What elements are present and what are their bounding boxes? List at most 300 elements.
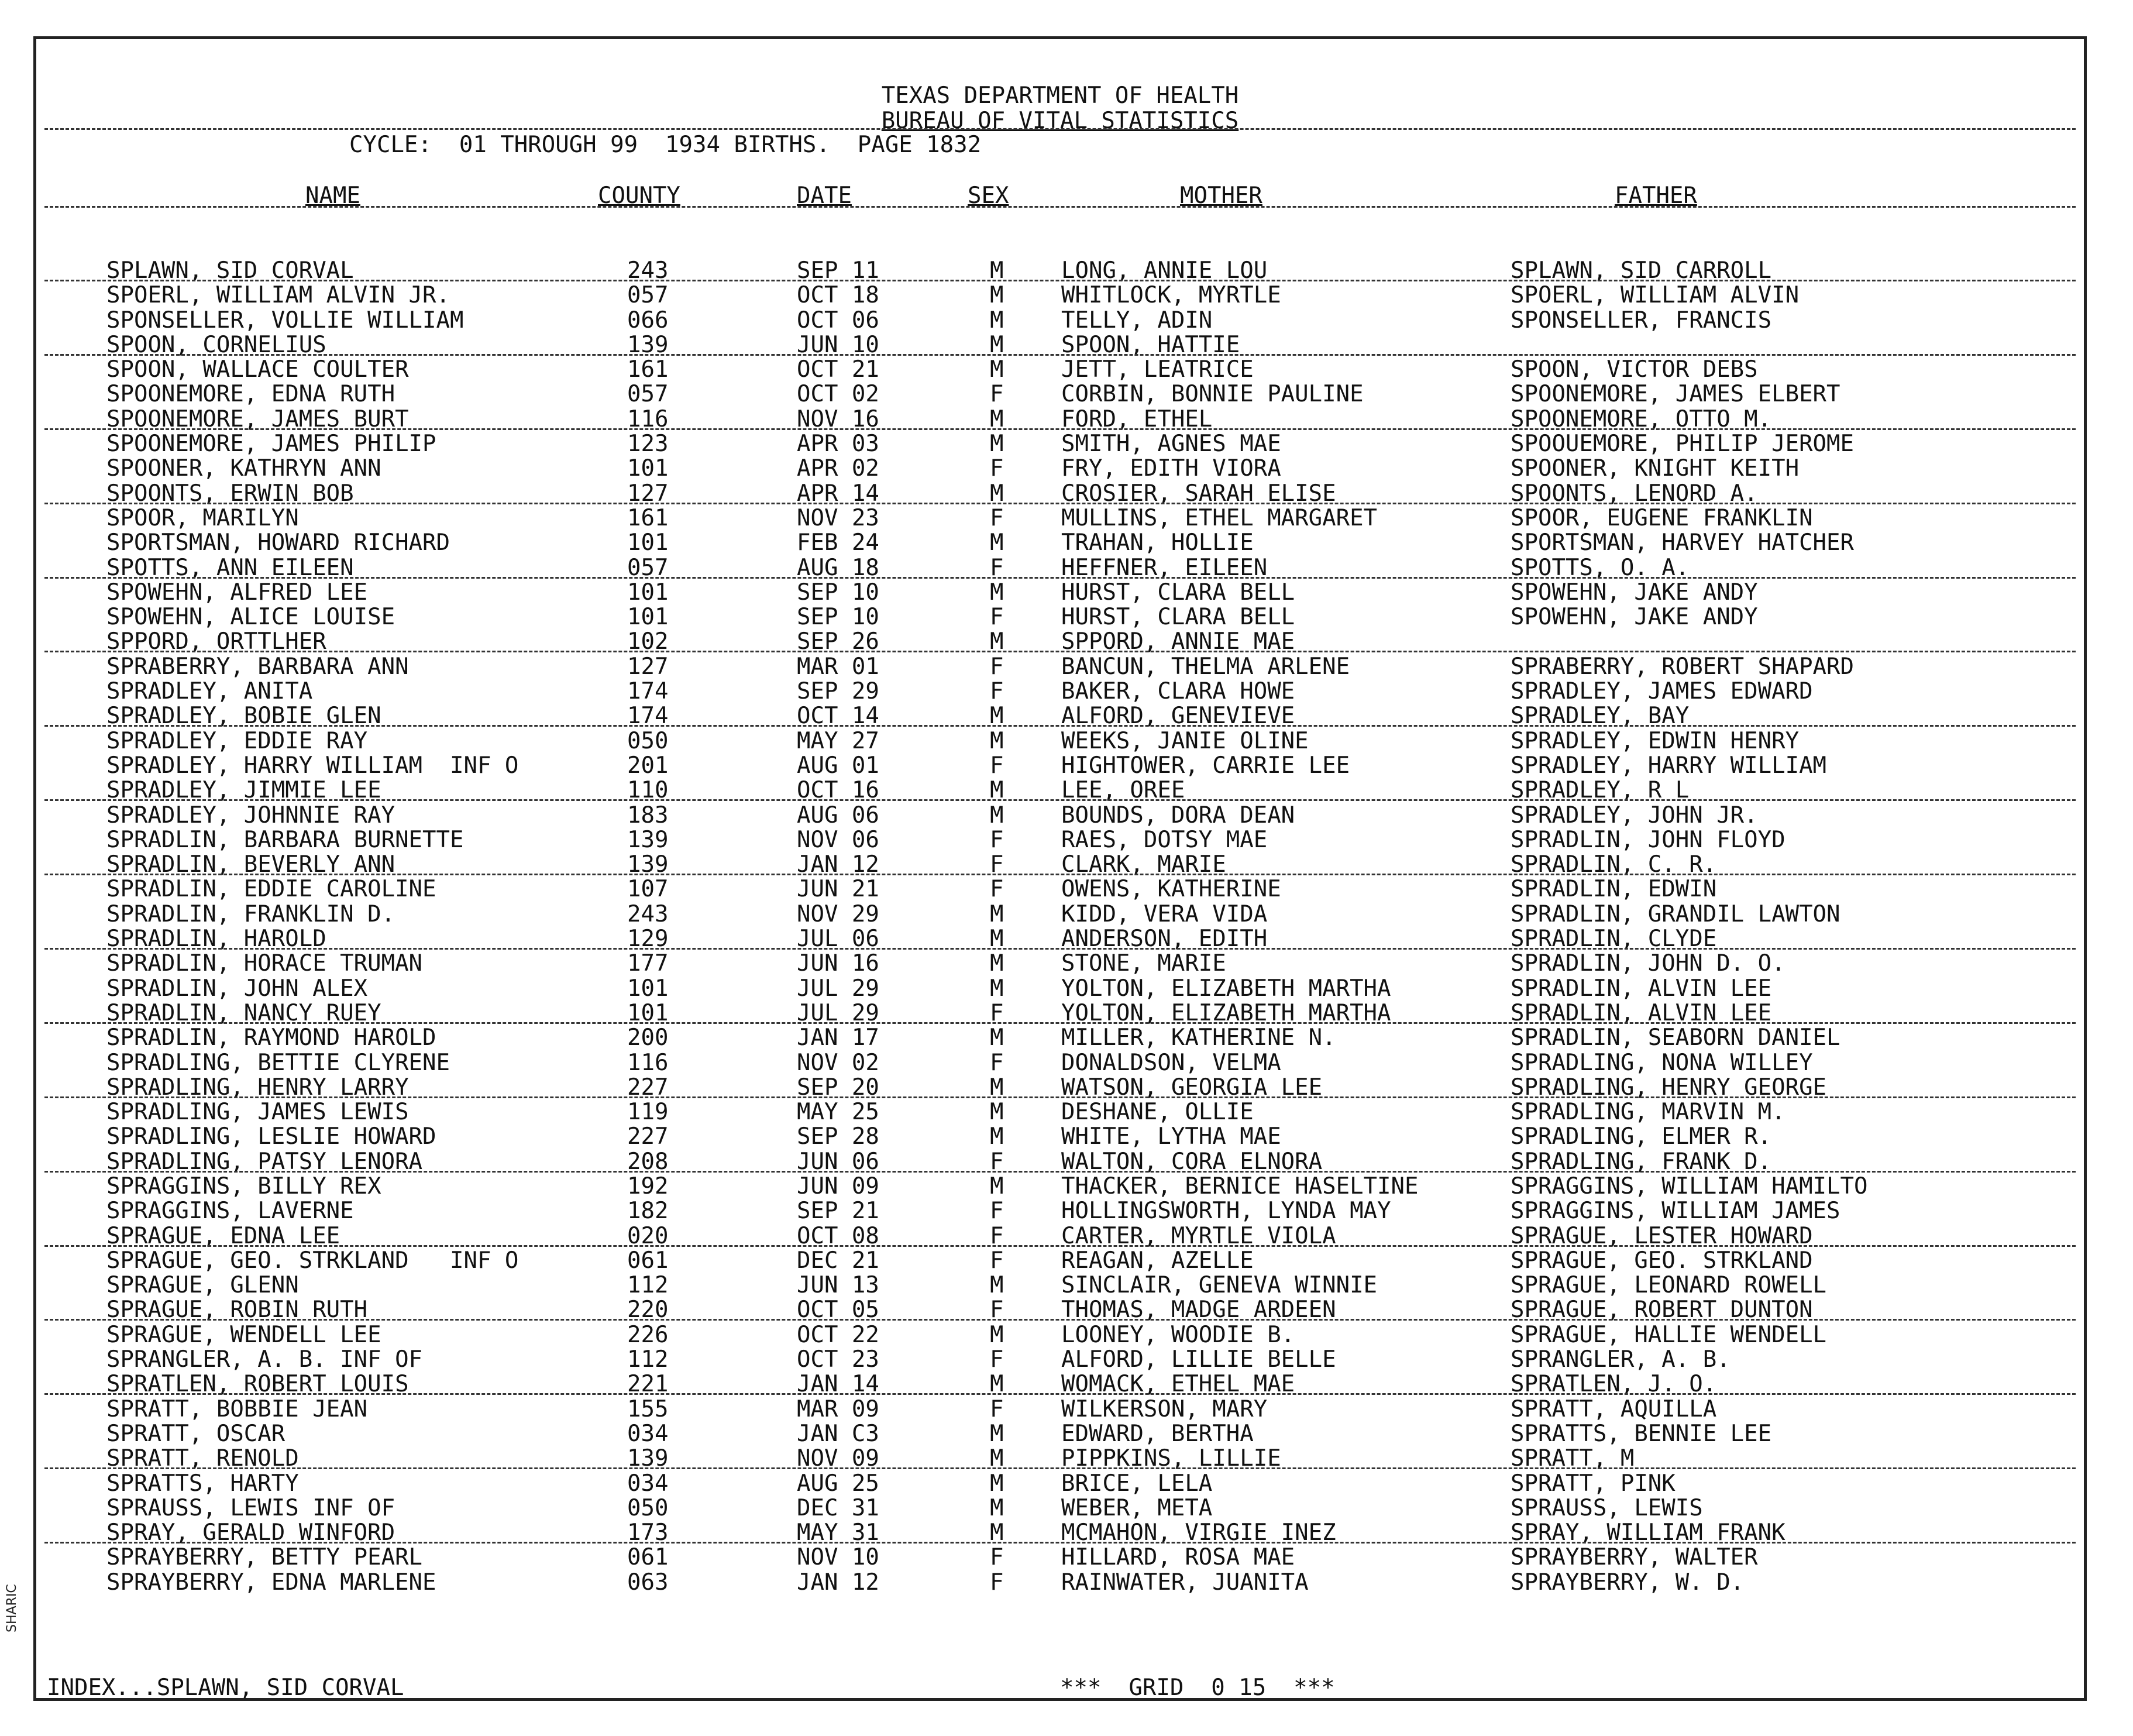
table-row — [36, 1347, 2084, 1372]
cell-mother: MILLER, KATHERINE N. — [1061, 1025, 1336, 1051]
cell-father: SPOOUEMORE, PHILIP JEROME — [1511, 431, 1854, 458]
cell-sex: M — [990, 331, 1004, 358]
cell-date: JAN 12 — [797, 851, 879, 878]
table-row — [36, 1298, 2084, 1322]
table-row — [36, 977, 2084, 1001]
cell-mother: TELLY, ADIN — [1061, 307, 1213, 334]
cell-county: 057 — [627, 554, 669, 581]
cell-father: SPRATT, M — [1511, 1445, 1635, 1472]
cell-county: 116 — [627, 1049, 669, 1076]
cell-sex: F — [990, 1395, 1004, 1422]
cell-sex: M — [990, 356, 1004, 383]
cell-county: 227 — [627, 1074, 669, 1101]
table-row — [36, 1273, 2084, 1298]
cell-sex: F — [990, 554, 1004, 581]
cell-sex: M — [990, 1099, 1004, 1126]
cell-name: SPOONTS, ERWIN BOB — [106, 480, 354, 507]
cell-father: SPRADLING, HENRY GEORGE — [1511, 1074, 1827, 1101]
cell-mother: WOMACK, ETHEL MAE — [1061, 1371, 1295, 1398]
cell-mother: FORD, ETHEL — [1061, 405, 1213, 432]
cell-mother: CROSIER, SARAH ELISE — [1061, 480, 1336, 507]
cell-father: SPONSELLER, FRANCIS — [1511, 307, 1772, 334]
cell-name: SPONSELLER, VOLLIE WILLIAM — [106, 307, 464, 334]
cell-mother: HIGHTOWER, CARRIE LEE — [1061, 752, 1350, 779]
cell-name: SPOONEMORE, EDNA RUTH — [106, 381, 395, 408]
cell-father: SPOONTS, LENORD A. — [1511, 480, 1758, 507]
table-row — [36, 852, 2084, 877]
cell-sex: M — [990, 1173, 1004, 1199]
cell-county: 139 — [627, 331, 669, 358]
cell-mother: SPOON, HATTIE — [1061, 331, 1240, 358]
cell-date: OCT 22 — [797, 1321, 879, 1348]
cell-mother: JETT, LEATRICE — [1061, 356, 1254, 383]
cell-mother: TRAHAN, HOLLIE — [1061, 530, 1254, 556]
cell-name: SPRAGUE, WENDELL LEE — [106, 1321, 381, 1348]
table-row — [36, 1100, 2084, 1125]
cell-date: NOV 06 — [797, 826, 879, 853]
cell-name: SPPORD, ORTTLHER — [106, 628, 326, 655]
cell-mother: DESHANE, OLLIE — [1061, 1099, 1254, 1126]
cell-county: 127 — [627, 653, 669, 680]
cell-mother: MCMAHON, VIRGIE INEZ — [1061, 1520, 1336, 1546]
cell-father: SPRADLEY, R L — [1511, 777, 1690, 804]
table-row — [36, 1075, 2084, 1100]
cell-sex: M — [990, 1371, 1004, 1398]
cell-sex: M — [990, 628, 1004, 655]
cell-name: SPRADLIN, HAROLD — [106, 926, 326, 953]
cell-date: SEP 26 — [797, 628, 879, 655]
table-row — [36, 382, 2084, 407]
cell-mother: FRY, EDITH VIORA — [1061, 455, 1281, 482]
table-row — [36, 1496, 2084, 1521]
table-row — [36, 556, 2084, 580]
cell-county: 200 — [627, 1025, 669, 1051]
cell-county: 101 — [627, 455, 669, 482]
cell-name: SPRADLING, JAMES LEWIS — [106, 1099, 409, 1126]
cell-name: SPRADLIN, NANCY RUEY — [106, 999, 381, 1026]
cell-county: 101 — [627, 579, 669, 606]
cell-date: NOV 09 — [797, 1445, 879, 1472]
cell-name: SPLAWN, SID CORVAL — [106, 257, 354, 284]
cell-name: SPOWEHN, ALICE LOUISE — [106, 604, 395, 631]
cell-county: 101 — [627, 604, 669, 631]
cell-name: SPRADLIN, BEVERLY ANN — [106, 851, 395, 878]
column-header-father: FATHER — [1615, 183, 1697, 209]
cell-sex: M — [990, 480, 1004, 507]
cell-mother: EDWARD, BERTHA — [1061, 1420, 1254, 1447]
cell-date: SEP 21 — [797, 1198, 879, 1225]
cell-mother: LOONEY, WOODIE B. — [1061, 1321, 1295, 1348]
cell-father: SPRABERRY, ROBERT SHAPARD — [1511, 653, 1854, 680]
cell-father: SPRADLIN, GRANDIL LAWTON — [1511, 900, 1840, 927]
table-row — [36, 531, 2084, 555]
side-mark: SHARIC — [5, 1584, 19, 1632]
table-row — [36, 655, 2084, 679]
cell-date: SEP 10 — [797, 579, 879, 606]
cell-county: 226 — [627, 1321, 669, 1348]
cell-father: SPRADLIN, JOHN D. O. — [1511, 950, 1785, 977]
cell-county: 221 — [627, 1371, 669, 1398]
cell-father: SPRADLING, ELMER R. — [1511, 1123, 1772, 1150]
cell-county: 208 — [627, 1148, 669, 1175]
cell-sex: F — [990, 504, 1004, 531]
cell-county: 101 — [627, 530, 669, 556]
cell-father: SPRAYBERRY, WALTER — [1511, 1544, 1758, 1571]
cell-father: SPRAY, WILLIAM FRANK — [1511, 1520, 1785, 1546]
table-row — [36, 1224, 2084, 1249]
cell-mother: LONG, ANNIE LOU — [1061, 257, 1268, 284]
cell-name: SPOERL, WILLIAM ALVIN JR. — [106, 282, 450, 309]
cell-mother: CLARK, MARIE — [1061, 851, 1226, 878]
cell-father: SPORTSMAN, HARVEY HATCHER — [1511, 530, 1854, 556]
cell-county: 057 — [627, 282, 669, 309]
cell-county: 161 — [627, 504, 669, 531]
cell-name: SPRADLING, LESLIE HOWARD — [106, 1123, 436, 1150]
cell-name: SPOONEMORE, JAMES PHILIP — [106, 431, 436, 458]
cell-mother: BOUNDS, DORA DEAN — [1061, 802, 1295, 829]
table-row — [36, 283, 2084, 308]
cell-county: 139 — [627, 826, 669, 853]
cell-sex: F — [990, 1297, 1004, 1324]
cell-father: SPOERL, WILLIAM ALVIN — [1511, 282, 1800, 309]
cell-date: NOV 23 — [797, 504, 879, 531]
cell-county: 107 — [627, 876, 669, 903]
cell-sex: F — [990, 1247, 1004, 1274]
cell-father: SPRANGLER, A. B. — [1511, 1346, 1731, 1373]
cell-name: SPOONEMORE, JAMES BURT — [106, 405, 409, 432]
cell-county: 173 — [627, 1520, 669, 1546]
cell-name: SPRAY, GERALD WINFORD — [106, 1520, 395, 1546]
cell-sex: M — [990, 1074, 1004, 1101]
cell-name: SPOOR, MARILYN — [106, 504, 299, 531]
table-row — [36, 1372, 2084, 1397]
cell-mother: RAES, DOTSY MAE — [1061, 826, 1268, 853]
cell-county: 112 — [627, 1272, 669, 1299]
cell-date: AUG 01 — [797, 752, 879, 779]
cell-county: 129 — [627, 926, 669, 953]
cell-sex: M — [990, 926, 1004, 953]
cell-sex: M — [990, 1494, 1004, 1521]
cell-father: SPRADLING, NONA WILLEY — [1511, 1049, 1813, 1076]
cell-father: SPRATT, AQUILLA — [1511, 1395, 1717, 1422]
cell-sex: F — [990, 999, 1004, 1026]
cell-date: JUN 21 — [797, 876, 879, 903]
cell-sex: F — [990, 1569, 1004, 1596]
cell-date: APR 02 — [797, 455, 879, 482]
table-row — [36, 754, 2084, 778]
cell-name: SPRADLEY, HARRY WILLIAM INF O — [106, 752, 519, 779]
cell-sex: F — [990, 381, 1004, 408]
cell-name: SPRADLEY, JOHNNIE RAY — [106, 802, 395, 829]
cell-date: OCT 18 — [797, 282, 879, 309]
cell-date: JUL 29 — [797, 975, 879, 1002]
cell-date: AUG 06 — [797, 802, 879, 829]
cell-county: 110 — [627, 777, 669, 804]
cell-sex: M — [990, 777, 1004, 804]
cell-name: SPRADLEY, BOBIE GLEN — [106, 703, 381, 730]
cell-county: 034 — [627, 1470, 669, 1497]
cell-county: 057 — [627, 381, 669, 408]
cell-sex: F — [990, 1198, 1004, 1225]
cell-county: 192 — [627, 1173, 669, 1199]
cell-county: 063 — [627, 1569, 669, 1596]
cell-father: SPRADLIN, SEABORN DANIEL — [1511, 1025, 1840, 1051]
cell-name: SPRABERRY, BARBARA ANN — [106, 653, 409, 680]
cell-sex: M — [990, 1272, 1004, 1299]
cell-sex: M — [990, 1123, 1004, 1150]
agency-title: TEXAS DEPARTMENT OF HEALTH — [881, 82, 1239, 109]
cell-date: JUN 09 — [797, 1173, 879, 1199]
column-header-mother: MOTHER — [1180, 183, 1262, 209]
table-row — [36, 679, 2084, 704]
cell-mother: WATSON, GEORGIA LEE — [1061, 1074, 1323, 1101]
cell-father: SPRAGGINS, WILLIAM JAMES — [1511, 1198, 1840, 1225]
cell-sex: M — [990, 282, 1004, 309]
cell-mother: ALFORD, GENEVIEVE — [1061, 703, 1295, 730]
cell-name: SPOWEHN, ALFRED LEE — [106, 579, 368, 606]
cell-date: JUN 06 — [797, 1148, 879, 1175]
cell-father: SPRADLEY, BAY — [1511, 703, 1690, 730]
cell-sex: M — [990, 1321, 1004, 1348]
cycle-line: CYCLE: 01 THROUGH 99 1934 BIRTHS. PAGE 1832 — [349, 132, 982, 158]
cell-mother: BRICE, LELA — [1061, 1470, 1213, 1497]
table-row — [36, 729, 2084, 754]
table-row — [36, 1001, 2084, 1026]
cell-date: FEB 24 — [797, 530, 879, 556]
cell-date: JUL 06 — [797, 926, 879, 953]
cell-mother: KIDD, VERA VIDA — [1061, 900, 1268, 927]
cell-mother: SINCLAIR, GENEVA WINNIE — [1061, 1272, 1378, 1299]
cell-date: SEP 10 — [797, 604, 879, 631]
table-row — [36, 580, 2084, 605]
table-row — [36, 506, 2084, 531]
table-row — [36, 778, 2084, 803]
cell-county: 177 — [627, 950, 669, 977]
cell-date: SEP 11 — [797, 257, 879, 284]
cell-sex: F — [990, 604, 1004, 631]
cell-county: 139 — [627, 1445, 669, 1472]
cell-father: SPOONEMORE, JAMES ELBERT — [1511, 381, 1840, 408]
cell-father: SPRATT, PINK — [1511, 1470, 1676, 1497]
cell-name: SPOON, WALLACE COULTER — [106, 356, 409, 383]
cell-name: SPRAGUE, EDNA LEE — [106, 1222, 340, 1249]
cell-mother: MULLINS, ETHEL MARGARET — [1061, 504, 1378, 531]
bureau-title: BUREAU OF VITAL STATISTICS — [881, 108, 1239, 134]
cell-mother: CORBIN, BONNIE PAULINE — [1061, 381, 1364, 408]
cell-date: MAY 25 — [797, 1099, 879, 1126]
cell-date: OCT 23 — [797, 1346, 879, 1373]
cell-father: SPRAUSS, LEWIS — [1511, 1494, 1703, 1521]
cell-county: 123 — [627, 431, 669, 458]
table-row — [36, 927, 2084, 951]
cell-date: NOV 16 — [797, 405, 879, 432]
index-label: INDEX...SPLAWN, SID CORVAL — [47, 1675, 404, 1701]
cell-county: 155 — [627, 1395, 669, 1422]
cell-father: SPRADLEY, JOHN JR. — [1511, 802, 1758, 829]
cell-county: 061 — [627, 1544, 669, 1571]
column-header-divider — [44, 206, 2076, 208]
cell-sex: F — [990, 678, 1004, 705]
table-row — [36, 877, 2084, 902]
cell-father: SPRADLIN, ALVIN LEE — [1511, 975, 1772, 1002]
cell-mother: ANDERSON, EDITH — [1061, 926, 1268, 953]
cell-county: 127 — [627, 480, 669, 507]
cell-name: SPRADLING, BETTIE CLYRENE — [106, 1049, 450, 1076]
cell-name: SPRADLEY, ANITA — [106, 678, 313, 705]
cell-father: SPOWEHN, JAKE ANDY — [1511, 579, 1758, 606]
table-row — [36, 1397, 2084, 1422]
cell-sex: F — [990, 1544, 1004, 1571]
cell-date: OCT 08 — [797, 1222, 879, 1249]
cell-county: 174 — [627, 703, 669, 730]
cell-county: 119 — [627, 1099, 669, 1126]
cell-sex: F — [990, 826, 1004, 853]
header-divider — [44, 128, 2076, 130]
cell-sex: M — [990, 257, 1004, 284]
cell-mother: HILLARD, ROSA MAE — [1061, 1544, 1295, 1571]
cell-sex: F — [990, 653, 1004, 680]
cell-sex: F — [990, 1148, 1004, 1175]
column-header-name: NAME — [305, 183, 360, 209]
cell-mother: WILKERSON, MARY — [1061, 1395, 1268, 1422]
cell-father: SPRADLIN, EDWIN — [1511, 876, 1717, 903]
cell-father: SPRADLIN, JOHN FLOYD — [1511, 826, 1785, 853]
cell-county: 220 — [627, 1297, 669, 1324]
cell-date: JAN 14 — [797, 1371, 879, 1398]
cell-mother: WEEKS, JANIE OLINE — [1061, 727, 1309, 754]
cell-sex: M — [990, 950, 1004, 977]
cell-name: SPRADLIN, FRANKLIN D. — [106, 900, 395, 927]
cell-father: SPRATTS, BENNIE LEE — [1511, 1420, 1772, 1447]
cell-father: SPRADLIN, C. R. — [1511, 851, 1717, 878]
table-row — [36, 803, 2084, 828]
table-row — [36, 407, 2084, 432]
table-row — [36, 1125, 2084, 1149]
cell-name: SPRAGGINS, BILLY REX — [106, 1173, 381, 1199]
cell-name: SPRAYBERRY, EDNA MARLENE — [106, 1569, 436, 1596]
cell-date: SEP 20 — [797, 1074, 879, 1101]
cell-county: 243 — [627, 900, 669, 927]
cell-mother: OWENS, KATHERINE — [1061, 876, 1281, 903]
cell-sex: F — [990, 1222, 1004, 1249]
cell-mother: HEFFNER, EILEEN — [1061, 554, 1268, 581]
table-row — [36, 357, 2084, 382]
cell-name: SPRATLEN, ROBERT LOUIS — [106, 1371, 409, 1398]
cell-sex: M — [990, 727, 1004, 754]
cell-sex: F — [990, 1346, 1004, 1373]
cell-name: SPRAGGINS, LAVERNE — [106, 1198, 354, 1225]
cell-date: OCT 14 — [797, 703, 879, 730]
cell-name: SPORTSMAN, HOWARD RICHARD — [106, 530, 450, 556]
cell-name: SPRANGLER, A. B. INF OF — [106, 1346, 423, 1373]
cell-name: SPRATT, BOBBIE JEAN — [106, 1395, 368, 1422]
cell-father: SPOTTS, O. A. — [1511, 554, 1690, 581]
cell-mother: REAGAN, AZELLE — [1061, 1247, 1254, 1274]
table-row — [36, 1422, 2084, 1446]
table-row — [36, 1570, 2084, 1595]
cell-date: AUG 25 — [797, 1470, 879, 1497]
cell-mother: BANCUN, THELMA ARLENE — [1061, 653, 1350, 680]
cell-date: MAR 01 — [797, 653, 879, 680]
cell-sex: M — [990, 802, 1004, 829]
cell-date: AUG 18 — [797, 554, 879, 581]
cell-date: OCT 21 — [797, 356, 879, 383]
cell-mother: THOMAS, MADGE ARDEEN — [1061, 1297, 1336, 1324]
cell-name: SPRATTS, HARTY — [106, 1470, 299, 1497]
cell-mother: CARTER, MYRTLE VIOLA — [1061, 1222, 1336, 1249]
table-row — [36, 1249, 2084, 1273]
table-row — [36, 482, 2084, 506]
cell-name: SPRADLIN, RAYMOND HAROLD — [106, 1025, 436, 1051]
table-row — [36, 1472, 2084, 1496]
table-row — [36, 1174, 2084, 1199]
cell-name: SPRAGUE, GEO. STRKLAND INF O — [106, 1247, 519, 1274]
cell-father: SPRAGGINS, WILLIAM HAMILTO — [1511, 1173, 1868, 1199]
table-row — [36, 308, 2084, 333]
cell-mother: YOLTON, ELIZABETH MARTHA — [1061, 999, 1391, 1026]
cell-county: 061 — [627, 1247, 669, 1274]
cell-date: JUN 10 — [797, 331, 879, 358]
cell-name: SPRADLING, HENRY LARRY — [106, 1074, 409, 1101]
cell-date: NOV 29 — [797, 900, 879, 927]
cell-date: JUN 16 — [797, 950, 879, 977]
cell-name: SPRAGUE, ROBIN RUTH — [106, 1297, 368, 1324]
cell-county: 183 — [627, 802, 669, 829]
cell-name: SPRAYBERRY, BETTY PEARL — [106, 1544, 423, 1571]
cell-date: JAN 17 — [797, 1025, 879, 1051]
cell-name: SPOTTS, ANN EILEEN — [106, 554, 354, 581]
cell-date: MAY 27 — [797, 727, 879, 754]
cell-date: OCT 05 — [797, 1297, 879, 1324]
cell-county: 182 — [627, 1198, 669, 1225]
table-row — [36, 1051, 2084, 1075]
column-header-sex: SEX — [968, 183, 1009, 209]
cell-county: 161 — [627, 356, 669, 383]
cell-sex: F — [990, 876, 1004, 903]
cell-county: 050 — [627, 1494, 669, 1521]
cell-name: SPRAGUE, GLENN — [106, 1272, 299, 1299]
cell-father: SPRAGUE, GEO. STRKLAND — [1511, 1247, 1813, 1274]
cell-mother: THACKER, BERNICE HASELTINE — [1061, 1173, 1419, 1199]
cell-name: SPOONER, KATHRYN ANN — [106, 455, 381, 482]
cell-date: NOV 02 — [797, 1049, 879, 1076]
table-row — [36, 1521, 2084, 1545]
cell-county: 112 — [627, 1346, 669, 1373]
cell-sex: M — [990, 307, 1004, 334]
cell-sex: M — [990, 1420, 1004, 1447]
cell-date: JAN C3 — [797, 1420, 879, 1447]
cell-mother: ALFORD, LILLIE BELLE — [1061, 1346, 1336, 1373]
cell-name: SPRADLIN, EDDIE CAROLINE — [106, 876, 436, 903]
table-row — [36, 259, 2084, 283]
cell-sex: M — [990, 405, 1004, 432]
cell-date: OCT 16 — [797, 777, 879, 804]
cell-date: JAN 12 — [797, 1569, 879, 1596]
cell-name: SPRADLING, PATSY LENORA — [106, 1148, 423, 1175]
cell-name: SPRADLEY, JIMMIE LEE — [106, 777, 381, 804]
cell-county: 227 — [627, 1123, 669, 1150]
cell-mother: STONE, MARIE — [1061, 950, 1226, 977]
cell-name: SPRATT, OSCAR — [106, 1420, 285, 1447]
cell-name: SPRADLEY, EDDIE RAY — [106, 727, 368, 754]
table-row — [36, 1545, 2084, 1570]
cell-sex: M — [990, 579, 1004, 606]
cell-date: NOV 10 — [797, 1544, 879, 1571]
cell-sex: M — [990, 431, 1004, 458]
cell-mother: SMITH, AGNES MAE — [1061, 431, 1281, 458]
cell-county: 020 — [627, 1222, 669, 1249]
cell-date: JUL 29 — [797, 999, 879, 1026]
